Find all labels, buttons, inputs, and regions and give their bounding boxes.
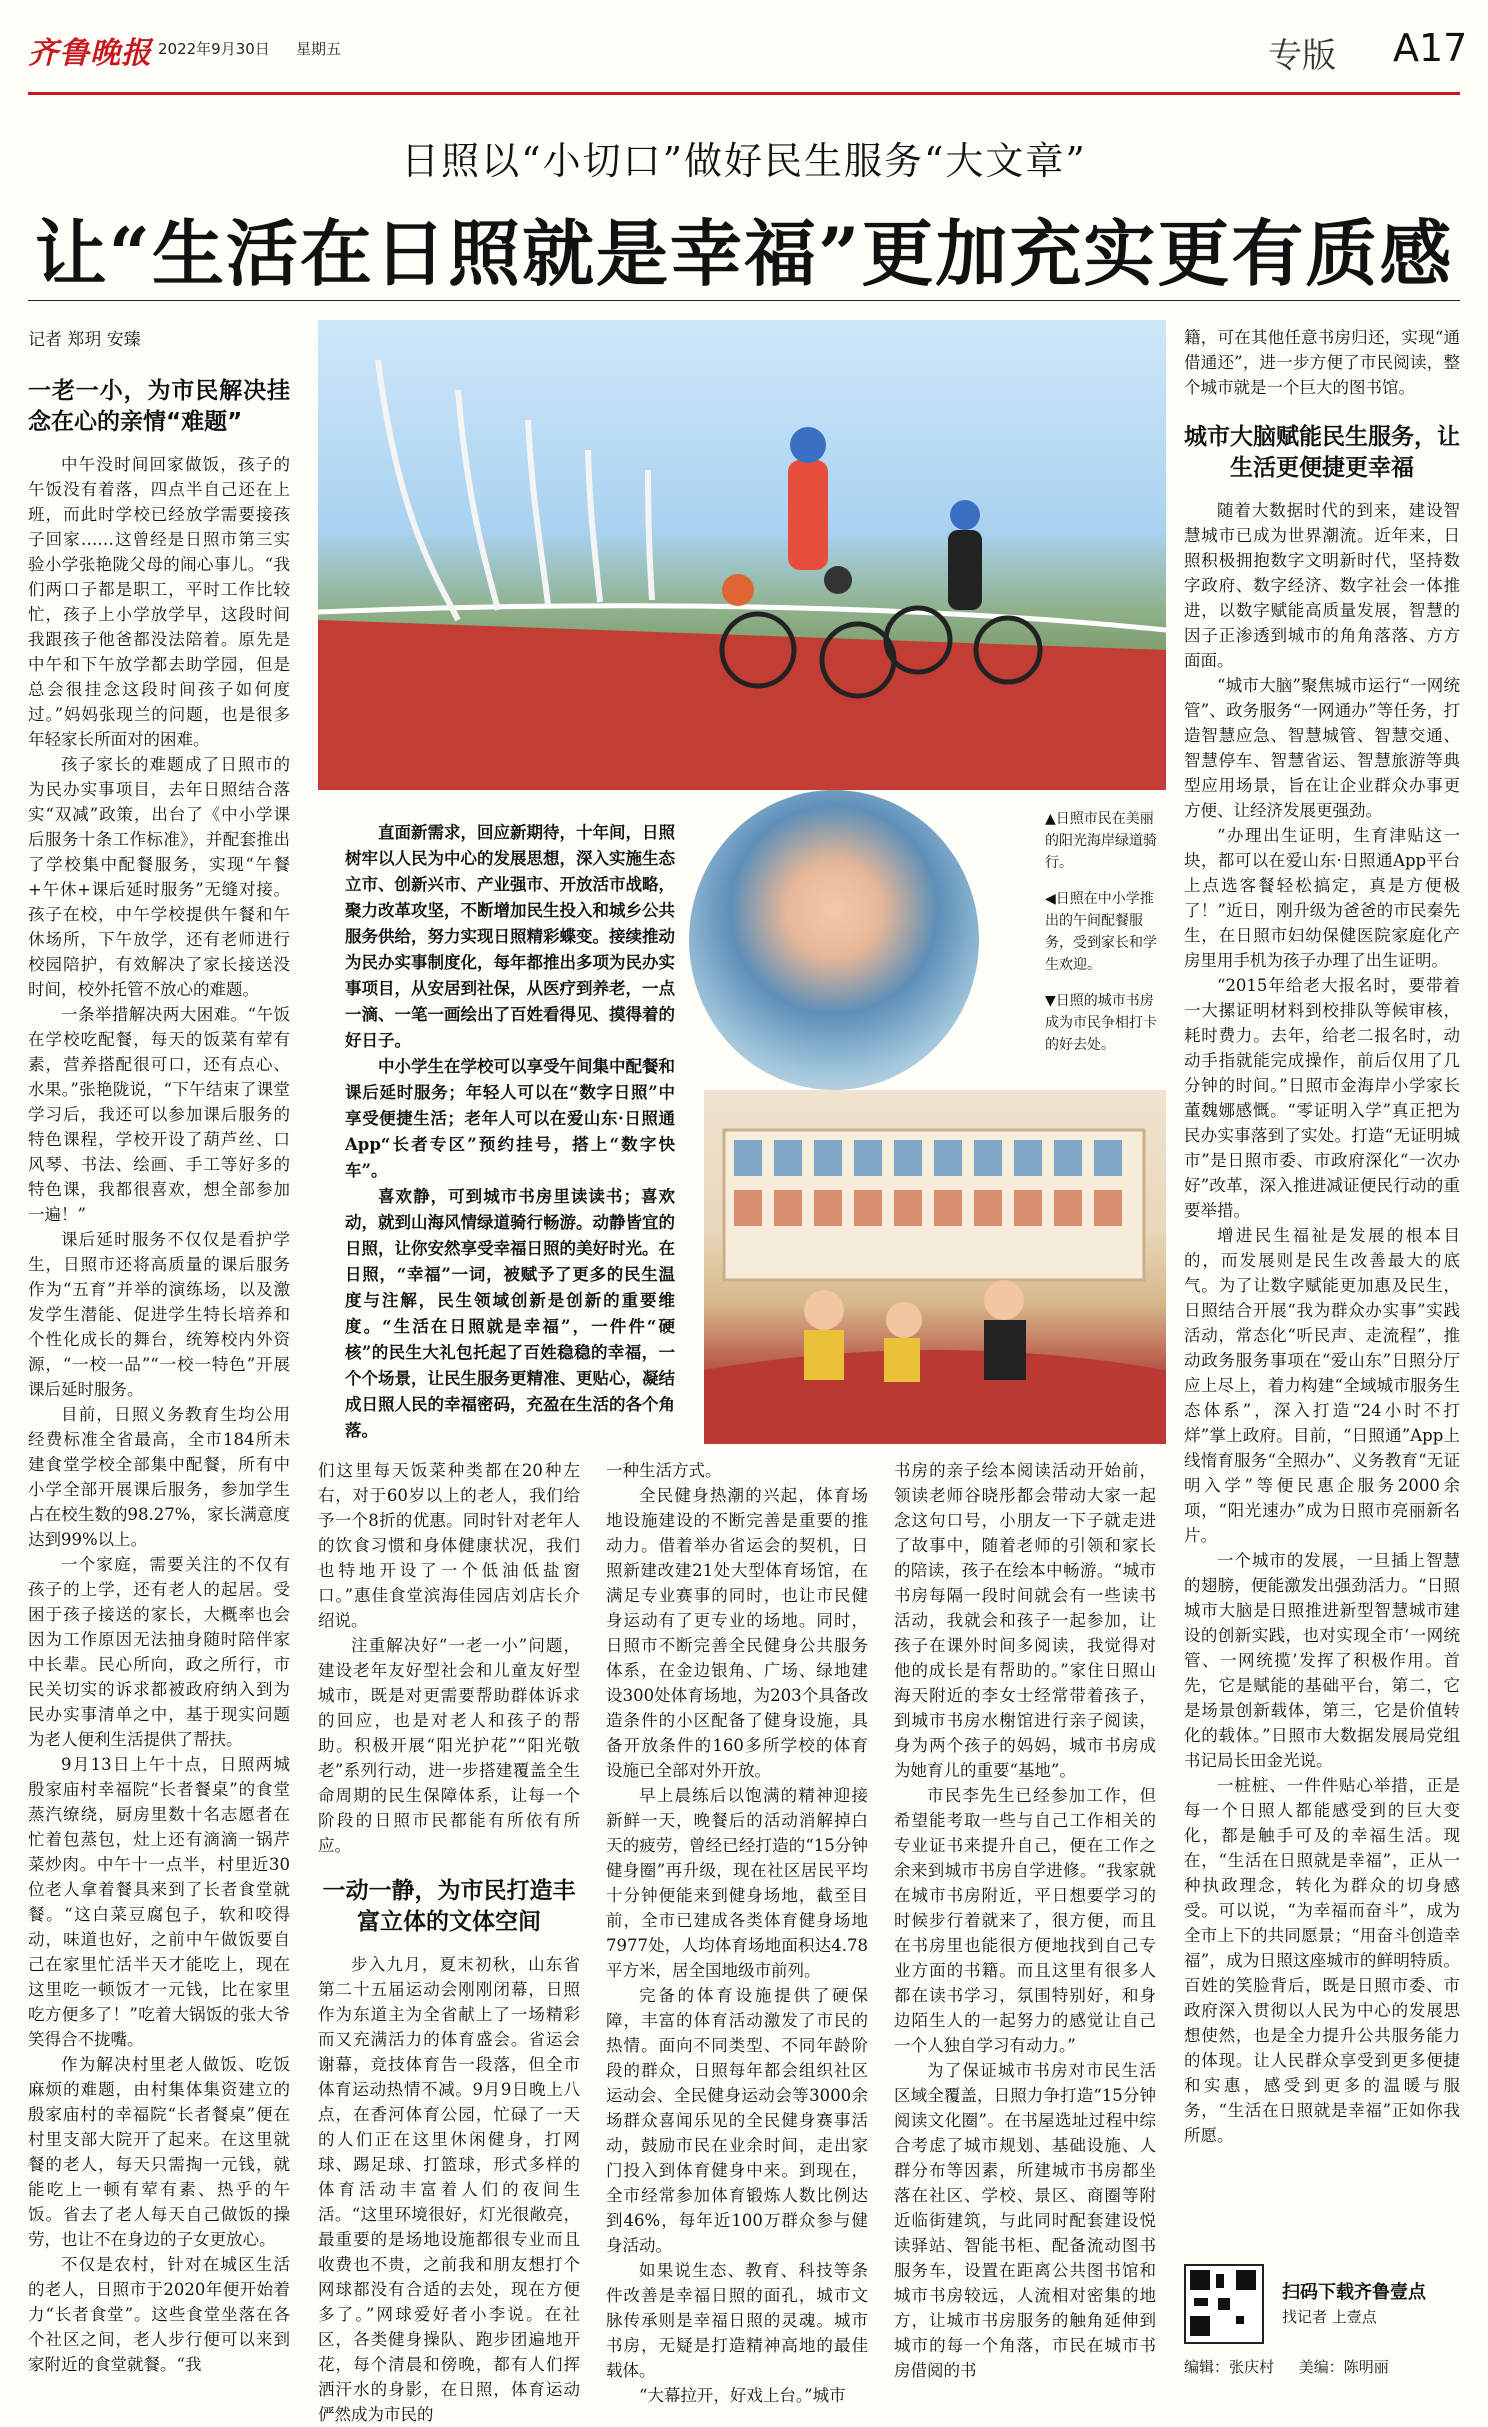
paragraph: 一个家庭，需要关注的不仅有孩子的上学，还有老人的起居。受困于孩子接送的家长，大概率也会因为工作原因无法抽身随时陪伴家中长辈。民心所向，政之所行，市民关切实的诉求都被政府纳入到为民办实事清单之中，基于现实问题为老人便利生活提供了帮扶。 xyxy=(28,1555,290,1749)
paragraph: 们这里每天饭菜种类都在20种左右，对于60岁以上的老人，我们给予一个8折的优惠。同时针对老年人的饮食习惯和身体健康状况，我们也特地开设了一个低油低盐窗口。”惠佳食堂滨海佳园店刘店长介绍说。 xyxy=(318,1461,580,1630)
caption-lunch: ◀日照在中小学推出的午间配餐服务，受到家长和学生欢迎。 xyxy=(1045,891,1157,973)
byline: 记者 郑玥 安臻 xyxy=(28,330,141,350)
city-library-photo-art xyxy=(704,1090,1166,1444)
paragraph: 9月13日上午十点，日照两城殷家庙村幸福院“长者餐桌”的食堂蒸汽缭绕，厨房里数十名志愿者在忙着包蒸包，灶上还有滴滴一锅芹菜炒肉。中午十一点半，村里近30位老人拿着餐具来到了长者食堂就餐。“这白菜豆腐包子，软和咬得动，味道也好，之前中午做饭要自己在家里忙活半天才能吃上，现在这里吃一顿饭才一元钱，比在家里吃方便多了！”吃着大锅饭的张大爷笑得合不拢嘴。 xyxy=(28,1755,290,2049)
paragraph: 课后延时服务不仅仅是看护学生，日照市还将高质量的课后服务作为“五育”并举的演练场，以及激发学生潜能、促进学生特长培养和个性化成长的舞台，统筹校内外资源，“一校一品”“一校一特色”开展课后延时服务。 xyxy=(28,1230,290,1399)
paragraph: 中午没时间回家做饭，孩子的午饭没有着落，四点半自己还在上班，而此时学校已经放学需要接孩子回家……这曾经是日照市第三实验小学张艳陇父母的闹心事儿。“我们两口子都是职工，平时工作比较忙，孩子上小学放学早，这段时间我跟孩子他爸都没法陪着。原先是中午和下午放学都去助学园，但是总会很挂念这段时间孩子如何度过。”妈妈张现兰的问题，也是很多年轻家长所面对的困难。 xyxy=(28,455,290,749)
paragraph: 一种生活方式。 xyxy=(606,1461,722,1480)
paragraph: 一个城市的发展，一旦插上智慧的翅膀，便能激发出强劲活力。“日照城市大脑是日照推进新型智慧城市建设的创新实践，也对实现全市‘一网统管、一网统揽’发挥了积极作用。首先，它是赋能的基础平台，第二，它是场景创新载体，第三，它是价值转化的载体。”日照市大数据发展局党组书记局长田金光说。 xyxy=(1184,1551,1460,1770)
paragraph: 随着大数据时代的到来，建设智慧城市已成为世界潮流。近年来，日照积极拥抱数字文明新时代，坚持数字政府、数字经济、数字社会一体推进，以数字赋能高质量发展，智慧的因子正渗透到城市的角角落落、方方面面。 xyxy=(1184,501,1460,670)
subhead-1: 一老一小，为市民解决挂念在心的亲情“难题” xyxy=(28,378,290,435)
paragraph: 孩子家长的难题成了日照市的为民办实事项目，去年日照结合落实“双减”政策，出台了《中小学课后服务十条工作标准》，并配套推出了学校集中配餐服务，实现“午餐+午休+课后延时服务”无缝对接。孩子在校，中午学校提供午餐和午休场所，下午放学，还有老师进行校园陪护，有效解决了家长接送没时间，校外托管不放心的难题。 xyxy=(28,755,290,999)
article-column-4 xyxy=(894,1458,1156,2383)
article-column-5 xyxy=(1184,325,1460,2148)
photo-captions xyxy=(1045,808,1157,1070)
lead-paragraph: 直面新需求，回应新期待，十年间，日照树牢以人民为中心的发展思想，深入实施生态立市、创新兴市、产业强市、开放活市战略，聚力改革攻坚，不断增加民生投入和城乡公共服务供给，努力实现日照精彩蝶变。接续推动为民办实事制度化，每年都推出多项为民办实事项目，从安居到社保，从医疗到养老，一点一滴、一笔一画绘出了百姓看得见、摸得着的好日子。 xyxy=(345,823,675,1050)
caption-library: ▼日照的城市书房成为市民争相打卡的好去处。 xyxy=(1045,993,1157,1053)
paragraph: 为了保证城市书房对市民生活区域全覆盖，日照力争打造“15分钟阅读文化圈”。在书屋选址过程中综合考虑了城市规划、基础设施、人群分布等因素，所建城市书房都坐落在社区、学校、景区、商圈等附近临街建筑，与此同时配套建设悦读驿站、智能书柜、配备流动图书服务车，设置在距离公共图书馆和城市书房较远，人流相对密集的地方，让城市书房服务的触角延伸到城市的每一个角落，市民在城市书房借阅的书 xyxy=(894,2061,1156,2380)
cycling-photo-art xyxy=(318,320,1166,790)
masthead xyxy=(28,22,1468,84)
qr-code-icon[interactable] xyxy=(1184,2264,1264,2344)
scan-title: 扫码下载齐鲁壹点 xyxy=(1282,2282,1426,2303)
credits xyxy=(1184,2356,1409,2377)
subhead-3: 城市大脑赋能民生服务，让生活更便捷更幸福 xyxy=(1184,424,1460,481)
page-number: A17 xyxy=(1393,26,1468,70)
lead-paragraph: 喜欢静，可到城市书房里读读书；喜欢动，就到山海风情绿道骑行畅游。动静皆宜的日照，让你安然享受幸福日照的美好时光。在日照，“幸福”一词，被赋予了更多的民生温度与注解，民生领域创新是创新的重要维度。“生活在日照就是幸福”，一件件“硬核”的民生大礼包托起了百姓稳稳的幸福，一个个场景，让民生服务更精准、更贴心，凝结成日照人民的幸福密码，充盈在生活的各个角落。 xyxy=(345,1187,675,1440)
paragraph: 步入九月，夏末初秋，山东省第二十五届运动会刚刚闭幕，日照作为东道主为全省献上了一场精彩而又充满活力的体育盛会。省运会谢幕，竞技体育告一段落，但全市体育运动热情不减。9月9日晚上八点，在香河体育公园，忙碌了一天的人们正在这里休闲健身，打网球、踢足球、打篮球，形式多样的体育活动丰富着人们的夜间生活。“这里环境很好，灯光很敞亮，最重要的是场地设施都很专业而且收费也不贵，之前我和朋友想打个网球都没有合适的去处，现在方便多了。”网球爱好者小李说。在社区，各类健身操队、跑步团遍地开花，每个清晨和傍晚，都有人们挥洒汗水的身影，在日照，体育运动俨然成为市民的 xyxy=(318,1955,580,2424)
article-column-3 xyxy=(606,1458,868,2408)
paragraph: “城市大脑”聚焦城市运行“一网统管”、政务服务“一网通办”等任务，打造智慧应急、智慧城管、智慧交通、智慧停车、智慧省运、智慧旅游等典型应用场景，旨在让企业群众办事更方便、让经济发展更强劲。 xyxy=(1184,676,1460,820)
designer-credit: 美编：陈明丽 xyxy=(1298,2358,1389,2376)
paragraph: 全民健身热潮的兴起，体育场地设施建设的不断完善是重要的推动力。借着举办省运会的契机，日照新建改建21处大型体育场馆，在满足专业赛事的同时，也让市民健身运动有了更专业的场地。同时，日照市不断完善全民健身公共服务体系，在金边银角、广场、绿地建设300处体育场地，为203个具备改造条件的小区配备了健身设施，具备开放条件的160多所学校的体育设施已全部对外开放。 xyxy=(606,1486,868,1780)
newspaper-logo: 齐鲁晚报 xyxy=(28,36,152,71)
paragraph: 不仅是农村，针对在城区生活的老人，日照市于2020年便开始着力“长者食堂”。这些食堂坐落在各个社区之间，老人步行便可以来到家附近的食堂就餐。“我 xyxy=(28,2255,290,2374)
scan-subtitle: 找记者 上壹点 xyxy=(1282,2308,1377,2326)
kicker-headline: 日照以“小切口”做好民生服务“大文章” xyxy=(401,139,1087,183)
paragraph: 早上晨练后以饱满的精神迎接新鲜一天，晚餐后的活动消解掉白天的疲劳，曾经已经打造的“15分钟健身圈”再升级，现在社区居民平均十分钟便能来到健身场地，截至目前，全市已建成各类体育健身场地7977处，人均体育场地面积达4.78平方米，居全国地级市前列。 xyxy=(606,1786,868,1980)
issue-weekday: 星期五 xyxy=(296,40,342,58)
paragraph: 书房的亲子绘本阅读活动开始前，领读老师谷晓彤都会带动大家一起念这句口号，小朋友一下子就走进了故事中，随着老师的引领和家长的陪读，孩子在绘本中畅游。“城市书房每隔一段时间就会有一些读书活动，我就会和孩子一起参加，让孩子在课外时间多阅读，我觉得对他的成长是有帮助的。”家住日照山海天附近的李女士经常带着孩子，到城市书房水榭馆进行亲子阅读，身为两个孩子的妈妈，城市书房成为她育儿的重要“基地”。 xyxy=(894,1461,1156,1780)
student-lunch-photo xyxy=(689,790,979,1090)
section-label: 专版 xyxy=(1268,36,1336,76)
paragraph: 增进民生福祉是发展的根本目的，而发展则是民生改善最大的底气。为了让数字赋能更加惠及民生，日照结合开展“我为群众办实事”实践活动，常态化“听民声、走流程”，推动政务服务事项在“爱山东”日照分厅应上尽上，着力构建“全域城市服务生态体系”，深入打造“24小时不打烊”掌上政府。目前，“日照通”App上线惰育服务“全照办”、义务教育“无证明入学”等便民惠企服务2000余项，“阳光速办”成为日照市亮丽新名片。 xyxy=(1184,1226,1460,1545)
lead-paragraph: 中小学生在学校可以享受午间集中配餐和课后延时服务；年轻人可以在“数字日照”中享受便捷生活；老年人可以在爱山东·日照通App“长者专区”预约挂号，搭上“数字快车”。 xyxy=(345,1057,675,1180)
paragraph: 一条举措解决两大困难。“午饭在学校吃配餐，每天的饭菜有荤有素，营养搭配很可口，还有点心、水果。”张艳陇说，“下午结束了课堂学习后，我还可以参加课后服务的特色课程，学校开设了葫芦丝、口风琴、书法、绘画、手工等好多的特色课，我都很喜欢，想全部参加一遍！” xyxy=(28,1005,290,1224)
paragraph: 籍，可在其他任意书房归还，实现“通借通还”，进一步方便了市民阅读，整个城市就是一个巨大的图书馆。 xyxy=(1184,328,1460,397)
main-headline: 让“生活在日照就是幸福”更加充实更有质感 xyxy=(34,211,1454,296)
issue-date: 2022年9月30日 xyxy=(158,40,270,58)
paragraph: 目前，日照义务教育生均公用经费标准全省最高，全市184所未建食堂学校全部集中配餐，所有中小学全部开展课后服务，参加学生占在校生数的98.27%，家长满意度达到99%以上。 xyxy=(28,1405,290,1549)
paragraph: 注重解决好“一老一小”问题，建设老年友好型社会和儿童友好型城市，既是对更需要帮助群体诉求的回应，也是对老人和孩子的帮助。积极开展“阳光护花”“阳光敬老”系列行动，进一步搭建覆盖全生命周期的民生保障体系，让每一个阶段的日照市民都能有所依有所应。 xyxy=(318,1636,580,1855)
headline-rule xyxy=(28,300,1460,301)
paragraph: 作为解决村里老人做饭、吃饭麻烦的难题，由村集体集资建立的殷家庙村的幸福院“长者餐桌”便在村里支部大院开了起来。在这里就餐的老人，每天只需掏一元钱，就能吃上一顿有荤有素、热乎的午饭。省去了老人每天自己做饭的操劳，也让不在身边的子女更放心。 xyxy=(28,2055,290,2249)
paragraph: 完备的体育设施提供了硬保障，丰富的体育活动激发了市民的热情。面向不同类型、不同年龄阶段的群众，日照每年都会组织社区运动会、全民健身运动会等3000余场群众喜闻乐见的全民健身赛事活动，鼓励市民在业余时间，走出家门投入到体育健身中来。到现在，全市经常参加体育锻炼人数比例达到46%，每年近100万群众参与健身活动。 xyxy=(606,1986,868,2255)
cycling-photo xyxy=(318,320,1166,790)
caption-cycling: ▲日照市民在美丽的阳光海岸绿道骑行。 xyxy=(1045,811,1157,871)
paragraph: “办理出生证明，生育津贴这一块，都可以在爱山东·日照通App平台上点选客餐轻松搞定，真是方便极了！”近日，刚升级为爸爸的市民秦先生，在日照市妇幼保健医院家庭化产房里用手机为孩子办理了出生证明。 xyxy=(1184,826,1460,970)
paragraph: “2015年给老大报名时，要带着一大摞证明材料到校排队等候审核，耗时费力。去年，给老二报名时，动动手指就能完成操作，前后仅用了几分钟的时间。”日照市金海岸小学家长董魏娜感慨。“零证明入学”真正把为民办实事落到了实处。打造“无证明城市”是日照市委、市政府深化“一次办好”改革，深入推进减证便民行动的重要举措。 xyxy=(1184,976,1460,1220)
editor-credit: 编辑：张庆村 xyxy=(1184,2358,1275,2376)
article-column-2 xyxy=(318,1458,580,2427)
article-column-1 xyxy=(28,370,290,2377)
lead-paragraphs xyxy=(345,820,675,1444)
paragraph: “大幕拉开，好戏上台。”城市 xyxy=(639,2386,846,2405)
paragraph: 一桩桩、一件件贴心举措，正是每一个日照人都能感受到的巨大变化，都是触手可及的幸福生活。现在，“生活在日照就是幸福”，正从一种执政理念，转化为群众的切身感受。可以说，“为幸福而奋斗”，成为全市上下的共同愿景；“用奋斗创造幸福”，成为日照这座城市的鲜明特质。百姓的笑脸背后，既是日照市委、市政府深入贯彻以人民为中心的发展思想使然，也是全力提升公共服务能力的体现。让人民群众享受到更多便捷和实惠，感受到更多的温暖与服务，“生活在日照就是幸福”正如你我所愿。 xyxy=(1184,1776,1460,2145)
paragraph: 如果说生态、教育、科技等条件改善是幸福日照的面孔，城市文脉传承则是幸福日照的灵魂。城市书房，无疑是打造精神高地的最佳载体。 xyxy=(606,2261,868,2380)
paragraph: 市民李先生已经参加工作，但希望能考取一些与自己工作相关的专业证书来提升自己，便在工作之余来到城市书房自学进修。“我家就在城市书房附近，平日想要学习的时候步行着就来了，很方便，而且在书房里也能很方便地找到自己专业方面的书籍。而且这里有很多人都在读书学习，氛围特别好，和身边陌生人的一起努力的感觉让自己一个人独自学习有动力。” xyxy=(894,1786,1156,2055)
subhead-2: 一动一静，为市民打造丰富立体的文体空间 xyxy=(322,1878,576,1935)
city-library-photo xyxy=(704,1090,1166,1444)
masthead-rule xyxy=(28,92,1460,95)
